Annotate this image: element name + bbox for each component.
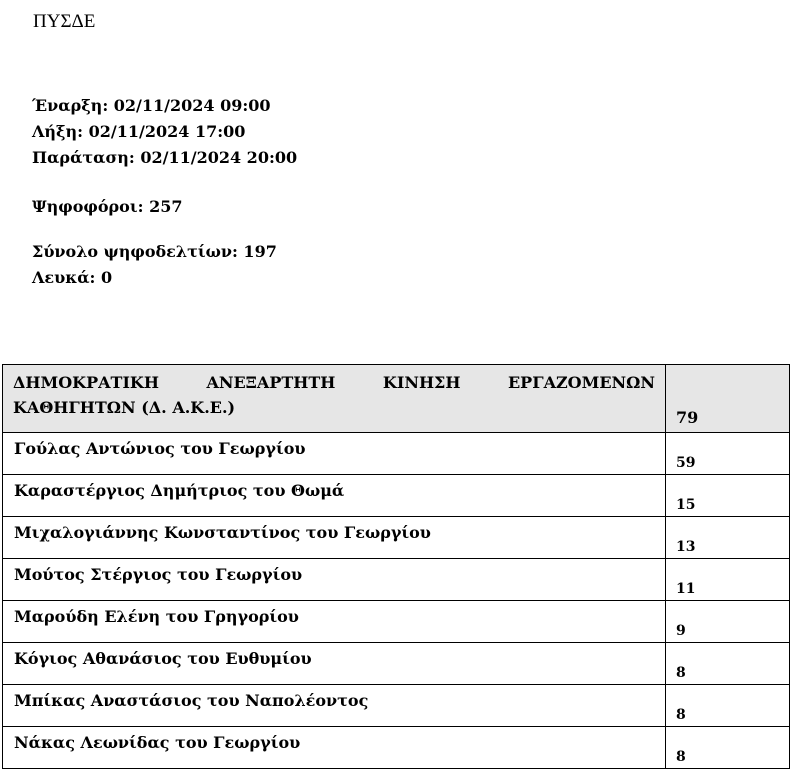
candidate-row <box>3 685 790 727</box>
candidate-name: Γούλας Αντώνιος του Γεωργίου <box>3 433 666 475</box>
candidate-votes: 59 <box>666 433 790 475</box>
extension-time: Παράταση: 02/11/2024 20:00 <box>32 148 298 167</box>
results-table <box>2 364 790 769</box>
candidate-votes: 15 <box>666 475 790 517</box>
candidate-votes: 8 <box>666 685 790 727</box>
candidate-name: Μιχαλογιάννης Κωνσταντίνος του Γεωργίου <box>3 517 666 559</box>
candidate-votes: 11 <box>666 559 790 601</box>
candidate-row <box>3 643 790 685</box>
candidate-votes: 13 <box>666 517 790 559</box>
candidate-name: Κόγιος Αθανάσιος του Ευθυμίου <box>3 643 666 685</box>
page-title: ΠΥΣΔΕ <box>33 11 96 32</box>
candidate-name: Νάκας Λεωνίδας του Γεωργίου <box>3 727 666 769</box>
candidate-name: Μούτος Στέργιος του Γεωργίου <box>3 559 666 601</box>
party-row <box>3 365 790 433</box>
blank-ballots: Λευκά: 0 <box>32 268 113 287</box>
ballot-summary <box>32 239 277 291</box>
candidate-row <box>3 727 790 769</box>
candidate-votes: 9 <box>666 601 790 643</box>
total-ballots: Σύνολο ψηφοδελτίων: 197 <box>32 242 277 261</box>
candidate-votes: 8 <box>666 643 790 685</box>
candidate-row <box>3 559 790 601</box>
candidate-row <box>3 475 790 517</box>
party-votes: 79 <box>666 365 790 433</box>
candidate-row <box>3 517 790 559</box>
candidate-votes: 8 <box>666 727 790 769</box>
candidate-name: Μπίκας Αναστάσιος του Ναπολέοντος <box>3 685 666 727</box>
election-times <box>32 93 297 171</box>
voters-count: Ψηφοφόροι: 257 <box>32 197 183 216</box>
candidate-name: Καραστέργιος Δημήτριος του Θωμά <box>3 475 666 517</box>
end-time: Λήξη: 02/11/2024 17:00 <box>32 122 246 141</box>
start-time: Έναρξη: 02/11/2024 09:00 <box>32 96 271 115</box>
candidate-row <box>3 601 790 643</box>
candidate-row <box>3 433 790 475</box>
party-name: ΔΗΜΟΚΡΑΤΙΚΗ ΑΝΕΞΑΡΤΗΤΗ ΚΙΝΗΣΗ ΕΡΓΑΖΟΜΕΝΩΝ ΚΑΘΗΓΗΤΩΝ (Δ. Α.Κ.Ε.) <box>3 365 666 433</box>
candidate-name: Μαρούδη Ελένη του Γρηγορίου <box>3 601 666 643</box>
